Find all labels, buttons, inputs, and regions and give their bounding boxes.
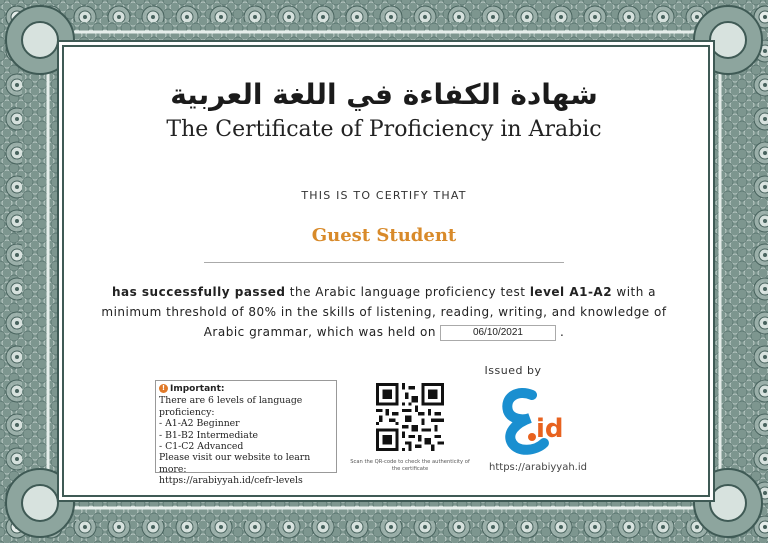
important-note-heading (159, 384, 333, 395)
certificate-statement (90, 282, 678, 342)
level-text: level A1-A2 (529, 285, 613, 299)
list-item: - A1-A2 Beginner (159, 418, 240, 430)
list-item: - C1-C2 Advanced (159, 441, 244, 453)
issued-by-label: Issued by (484, 364, 542, 377)
passed-text: has successfully passed (111, 285, 286, 299)
arabic-title: شهادة الكفاءة في اللغة العربية (170, 78, 598, 111)
student-name: Guest Student (311, 225, 457, 246)
qr-caption: Scan the QR-code to check the authenticity of the certificate (350, 459, 470, 472)
cefr-levels-link[interactable]: https://arabiyyah.id/cefr-levels (159, 475, 303, 487)
important-note-box (155, 380, 337, 487)
svg-text:id: id (536, 414, 564, 444)
levels-list (159, 418, 333, 452)
warning-icon: ! (159, 384, 168, 393)
exam-date-field: 06/10/2021 (440, 325, 556, 341)
qr-code[interactable] (376, 383, 444, 451)
statement-text-1: the Arabic language proficiency test (285, 285, 530, 299)
important-note-intro: There are 6 levels of language proficiency: (159, 395, 303, 418)
name-divider (204, 262, 564, 263)
list-item: - B1-B2 Intermediate (159, 429, 259, 441)
important-note-visit: Please visit our website to learn more: (159, 452, 311, 475)
statement-text-2: with a minimum threshold of 80% in the skills of listening, reading, writing, and knowledge of Arabic grammar, which was held on (101, 285, 667, 339)
issuer-website[interactable]: https://arabiyyah.id (489, 462, 587, 473)
english-title: The Certificate of Proficiency in Arabic (166, 117, 602, 142)
important-note-title: Important: (170, 384, 225, 394)
statement-period: . (559, 325, 565, 339)
certify-line: THIS IS TO CERTIFY THAT (301, 189, 467, 202)
arabiyyah-logo-icon (496, 385, 576, 455)
